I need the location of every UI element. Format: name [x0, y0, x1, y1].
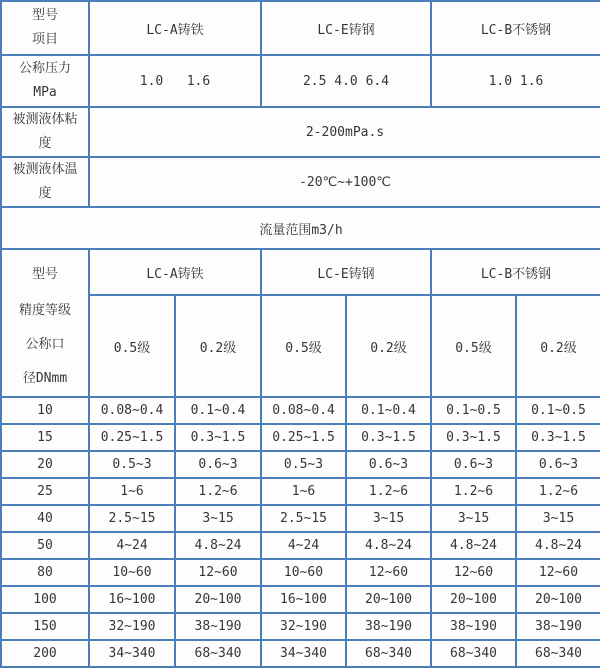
flow-value-cell: 38~190: [516, 613, 600, 640]
accuracy-class-cell: 0.2级: [175, 295, 261, 397]
flow-value-cell: 12~60: [431, 559, 516, 586]
dn-cell: 10: [1, 397, 89, 424]
flow-model-label: 型号: [31, 266, 58, 282]
dn-cell: 25: [1, 478, 89, 505]
flow-model-header-lca: LC-A铸铁: [89, 249, 261, 295]
flow-value-cell: 1~6: [89, 478, 175, 505]
flow-value-cell: 1.2~6: [516, 478, 600, 505]
viscosity-label: [1, 107, 89, 157]
flow-value-cell: 0.3~1.5: [346, 424, 431, 451]
corner-line-item: 项目: [31, 32, 58, 47]
flow-model-header-lce: LC-E铸钢: [261, 249, 431, 295]
accuracy-class-cell: 0.5级: [431, 295, 516, 397]
flow-value-cell: 12~60: [175, 559, 261, 586]
flow-value-cell: 0.25~1.5: [89, 424, 175, 451]
flow-value-cell: 4.8~24: [346, 532, 431, 559]
flow-value-cell: 0.3~1.5: [175, 424, 261, 451]
flow-model-header-row: [1, 249, 600, 295]
flow-value-cell: 0.08~0.4: [261, 397, 346, 424]
dn-cell: 20: [1, 451, 89, 478]
flow-value-cell: 34~340: [89, 640, 175, 667]
flow-value-cell: 20~100: [431, 586, 516, 613]
flow-value-cell: 38~190: [346, 613, 431, 640]
viscosity-label-line1: 被测液体粘: [12, 112, 78, 127]
model-item-header-row: [1, 1, 600, 55]
flow-value-cell: 12~60: [346, 559, 431, 586]
flow-value-cell: 1.2~6: [431, 478, 516, 505]
flow-range-banner-row: [1, 207, 600, 249]
dn-cell: 150: [1, 613, 89, 640]
flow-value-cell: 0.1~0.5: [516, 397, 600, 424]
flow-value-cell: 3~15: [516, 505, 600, 532]
flow-value-cell: 16~100: [261, 586, 346, 613]
flow-value-cell: 3~15: [175, 505, 261, 532]
temperature-label-line1: 被测液体温: [12, 162, 78, 177]
model-header-lca: LC-A铸铁: [89, 1, 261, 55]
flow-value-cell: 0.6~3: [516, 451, 600, 478]
flow-value-cell: 16~100: [89, 586, 175, 613]
flow-value-cell: 2.5~15: [261, 505, 346, 532]
dn-cell: 200: [1, 640, 89, 667]
model-item-corner-cell: [1, 1, 89, 55]
accuracy-class-cell: 0.5级: [261, 295, 346, 397]
flow-value-cell: 0.5~3: [89, 451, 175, 478]
flow-value-cell: 2.5~15: [89, 505, 175, 532]
flow-value-cell: 0.3~1.5: [431, 424, 516, 451]
model-header-lce: LC-E铸钢: [261, 1, 431, 55]
temperature-value: -20℃~+100℃: [89, 157, 600, 207]
flow-value-cell: 0.6~3: [346, 451, 431, 478]
table-row-dn20: [1, 451, 600, 478]
pressure-label-line2: MPa: [33, 85, 57, 100]
accuracy-class-cell: 0.2级: [516, 295, 600, 397]
flow-value-cell: 4.8~24: [431, 532, 516, 559]
flow-value-cell: 0.6~3: [431, 451, 516, 478]
flow-model-accuracy-header: [1, 249, 89, 397]
nominal-pressure-row: [1, 55, 600, 107]
pressure-label: [1, 55, 89, 107]
accuracy-dn-label-line2: 公称口: [25, 337, 65, 352]
accuracy-dn-label: [2, 294, 88, 396]
corner-line-model: 型号: [31, 8, 58, 23]
flow-value-cell: 0.3~1.5: [516, 424, 600, 451]
flow-left-header: [2, 250, 88, 396]
temperature-label: [1, 157, 89, 207]
flow-value-cell: 68~340: [175, 640, 261, 667]
table-row-dn100: [1, 586, 600, 613]
flow-value-cell: 34~340: [261, 640, 346, 667]
flow-value-cell: 1~6: [261, 478, 346, 505]
viscosity-row: [1, 107, 600, 157]
accuracy-class-cell: 0.5级: [89, 295, 175, 397]
dn-cell: 80: [1, 559, 89, 586]
flow-range-banner: 流量范围m3/h: [1, 207, 600, 249]
flow-value-cell: 0.08~0.4: [89, 397, 175, 424]
accuracy-dn-label-line1: 精度等级: [18, 303, 71, 318]
table-row-dn40: [1, 505, 600, 532]
flow-value-cell: 10~60: [261, 559, 346, 586]
flow-value-cell: 32~190: [261, 613, 346, 640]
pressure-value-lce: 2.5 4.0 6.4: [261, 55, 431, 107]
flow-value-cell: 3~15: [346, 505, 431, 532]
flow-value-cell: 68~340: [516, 640, 600, 667]
viscosity-label-line2: 度: [38, 136, 52, 151]
dn-cell: 100: [1, 586, 89, 613]
dn-cell: 15: [1, 424, 89, 451]
table-row-dn25: [1, 478, 600, 505]
table-row-dn15: [1, 424, 600, 451]
table-row-dn200: [1, 640, 600, 667]
flow-value-cell: 0.1~0.5: [431, 397, 516, 424]
pressure-label-line1: 公称压力: [18, 61, 71, 76]
flow-value-cell: 68~340: [346, 640, 431, 667]
flow-value-cell: 4.8~24: [516, 532, 600, 559]
accuracy-dn-label-line3: 径DNmm: [22, 371, 68, 386]
viscosity-value: 2-200mPa.s: [89, 107, 600, 157]
flow-value-cell: 20~100: [346, 586, 431, 613]
flow-value-cell: 32~190: [89, 613, 175, 640]
flow-value-cell: 4.8~24: [175, 532, 261, 559]
flow-value-cell: 1.2~6: [175, 478, 261, 505]
table-row-dn50: [1, 532, 600, 559]
flow-value-cell: 3~15: [431, 505, 516, 532]
flow-value-cell: 10~60: [89, 559, 175, 586]
flow-value-cell: 4~24: [261, 532, 346, 559]
flow-value-cell: 38~190: [175, 613, 261, 640]
flow-value-cell: 4~24: [89, 532, 175, 559]
pressure-value-lca: 1.0 1.6: [89, 55, 261, 107]
flow-value-cell: 0.1~0.4: [175, 397, 261, 424]
model-header-lcb: LC-B不锈钢: [431, 1, 600, 55]
flow-value-cell: 0.25~1.5: [261, 424, 346, 451]
table-row-dn80: [1, 559, 600, 586]
flow-value-cell: 20~100: [175, 586, 261, 613]
flow-model-header-lcb: LC-B不锈钢: [431, 249, 600, 295]
temperature-label-line2: 度: [38, 186, 52, 201]
flow-value-cell: 68~340: [431, 640, 516, 667]
flow-value-cell: 0.5~3: [261, 451, 346, 478]
accuracy-class-cell: 0.2级: [346, 295, 431, 397]
accuracy-class-row: [1, 295, 600, 397]
pressure-value-lcb: 1.0 1.6: [431, 55, 600, 107]
flow-value-cell: 20~100: [516, 586, 600, 613]
dn-cell: 40: [1, 505, 89, 532]
flow-value-cell: 1.2~6: [346, 478, 431, 505]
temperature-row: [1, 157, 600, 207]
flow-value-cell: 0.1~0.4: [346, 397, 431, 424]
flow-value-cell: 12~60: [516, 559, 600, 586]
flow-value-cell: 38~190: [431, 613, 516, 640]
table-row-dn150: [1, 613, 600, 640]
flow-value-cell: 0.6~3: [175, 451, 261, 478]
dn-cell: 50: [1, 532, 89, 559]
table-row-dn10: [1, 397, 600, 424]
